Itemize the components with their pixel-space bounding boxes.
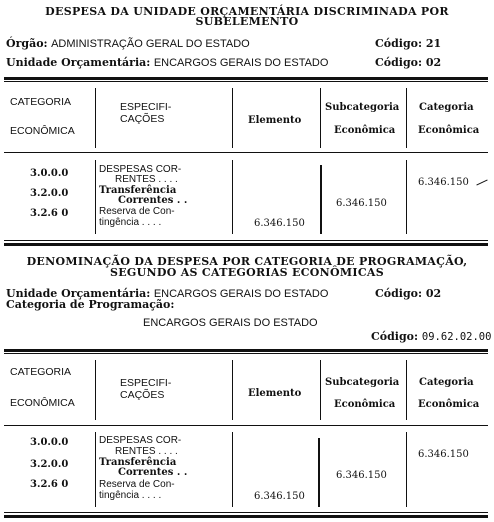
header-subcategoria-2: Econômica xyxy=(334,399,396,410)
rule xyxy=(4,512,488,513)
spec-line: Transferência xyxy=(99,185,177,196)
col-divider xyxy=(95,360,96,420)
unidade-value: ENCARGOS GERAIS DO ESTADO xyxy=(153,57,329,69)
unidade-code-label: Código: xyxy=(375,56,423,69)
orgao-label: Órgão: xyxy=(6,37,48,50)
spec-line: Transferência xyxy=(99,457,177,468)
code-3000: 3.0.0.0 xyxy=(30,437,69,448)
orgao-line xyxy=(6,37,250,50)
prog-code xyxy=(371,330,491,343)
col-divider xyxy=(406,160,407,234)
unidade-line xyxy=(6,56,328,69)
code-3260: 3.2.6 0 xyxy=(30,208,69,219)
col-divider xyxy=(232,88,233,148)
col-divider xyxy=(95,88,96,148)
header-especificacoes-2: CAÇÕES xyxy=(120,389,165,401)
categoria-prog-label: Categoria de Programação: xyxy=(6,298,175,311)
unidade-code xyxy=(375,56,441,69)
header-categoria-econ-1: Categoria xyxy=(419,377,474,388)
col-divider xyxy=(232,432,233,507)
spec-line: tingência . . . . xyxy=(99,217,162,228)
spec-line: RENTES . . . . xyxy=(115,446,178,457)
code-3260: 3.2.6 0 xyxy=(30,479,69,490)
unidade-code-value: 02 xyxy=(425,56,442,69)
col-divider xyxy=(320,360,321,420)
code-3200: 3.2.0.0 xyxy=(30,459,69,470)
col-divider xyxy=(95,432,96,507)
subcategoria-value: 6.346.150 xyxy=(336,198,387,209)
spec-line: Reserva de Con- xyxy=(99,479,175,490)
categoria-prog-value: ENCARGOS GERAIS DO ESTADO xyxy=(143,317,318,329)
col-divider xyxy=(406,360,407,420)
unidade2-code xyxy=(375,287,441,300)
rule xyxy=(4,152,488,153)
unidade-label: Unidade Orçamentária: xyxy=(6,56,151,69)
header-categoria-1: CATEGORIA xyxy=(10,366,72,378)
header-subcategoria-1: Subcategoria xyxy=(325,102,400,113)
header-especificacoes-2: CAÇÕES xyxy=(120,113,165,125)
unidade2-value: ENCARGOS GERAIS DO ESTADO xyxy=(153,288,329,300)
prog-code-value: 09.62.02.00 xyxy=(421,331,492,343)
header-subcategoria-2: Econômica xyxy=(334,125,396,136)
rule xyxy=(4,349,488,352)
header-elemento: Elemento xyxy=(248,115,302,126)
unidade2-code-value: 02 xyxy=(425,287,442,300)
spec-line: tingência . . . . xyxy=(99,490,162,501)
spec-line: RENTES . . . . xyxy=(115,174,178,185)
spec-line: Correntes . . xyxy=(118,467,188,478)
prog-code-label: Código: xyxy=(371,330,419,343)
spec-line: Reserva de Con- xyxy=(99,206,175,217)
code-3000: 3.0.0.0 xyxy=(30,168,69,179)
orgao-code xyxy=(375,37,441,50)
header-categoria-econ-2: Econômica xyxy=(418,125,480,136)
rule xyxy=(4,81,488,82)
rule xyxy=(4,425,488,426)
header-categoria-2: ECONÔMICA xyxy=(10,125,75,137)
rule xyxy=(4,515,488,518)
section1-title-line1: DESPESA DA UNIDADE ORÇAMENTÁRIA DISCRIMINADA POR xyxy=(45,5,449,18)
col-divider xyxy=(232,360,233,420)
orgao-value: ADMINISTRAÇÃO GERAL DO ESTADO xyxy=(51,38,250,50)
spec-line: Correntes . . xyxy=(118,195,188,206)
elemento-value: 6.346.150 xyxy=(254,218,305,229)
col-divider xyxy=(232,160,233,234)
col-divider xyxy=(406,88,407,148)
header-subcategoria-1: Subcategoria xyxy=(325,377,400,388)
col-divider xyxy=(320,88,321,148)
col-divider xyxy=(406,432,407,507)
code-3200: 3.2.0.0 xyxy=(30,188,69,199)
section2-title-line2: SEGUNDO AS CATEGORIAS ECONÔMICAS xyxy=(110,266,384,279)
header-especificacoes-1: ESPECIFI- xyxy=(120,101,172,113)
rule xyxy=(4,353,488,354)
categoria-value: 6.346.150 xyxy=(418,177,469,188)
header-categoria-1: CATEGORIA xyxy=(10,96,72,108)
header-especificacoes-1: ESPECIFI- xyxy=(120,377,172,389)
unidade2-code-label: Código: xyxy=(375,287,423,300)
elemento-value: 6.346.150 xyxy=(254,491,305,502)
header-categoria-econ-1: Categoria xyxy=(419,102,474,113)
rule xyxy=(4,243,488,246)
header-elemento: Elemento xyxy=(248,388,302,399)
orgao-code-value: 21 xyxy=(425,37,442,50)
section2-title-line1: DENOMINAÇÃO DA DESPESA POR CATEGORIA DE PROGRAMAÇÃO, xyxy=(26,255,468,268)
orgao-code-label: Código: xyxy=(375,37,423,50)
spec-line: DESPESAS COR- xyxy=(99,164,182,175)
section1-title-line2: SUBELEMENTO xyxy=(195,15,299,28)
col-divider xyxy=(320,165,322,234)
header-categoria-2: ECONÔMICA xyxy=(10,397,75,409)
spec-line: DESPESAS COR- xyxy=(99,435,182,446)
col-divider xyxy=(95,160,96,234)
rule xyxy=(4,77,488,80)
col-divider xyxy=(318,438,320,507)
pen-mark xyxy=(476,180,487,186)
rule xyxy=(4,240,488,241)
subcategoria-value: 6.346.150 xyxy=(336,470,387,481)
header-categoria-econ-2: Econômica xyxy=(418,399,480,410)
unidade2-label: Unidade Orçamentária: xyxy=(6,287,151,300)
categoria-value: 6.346.150 xyxy=(418,449,469,460)
